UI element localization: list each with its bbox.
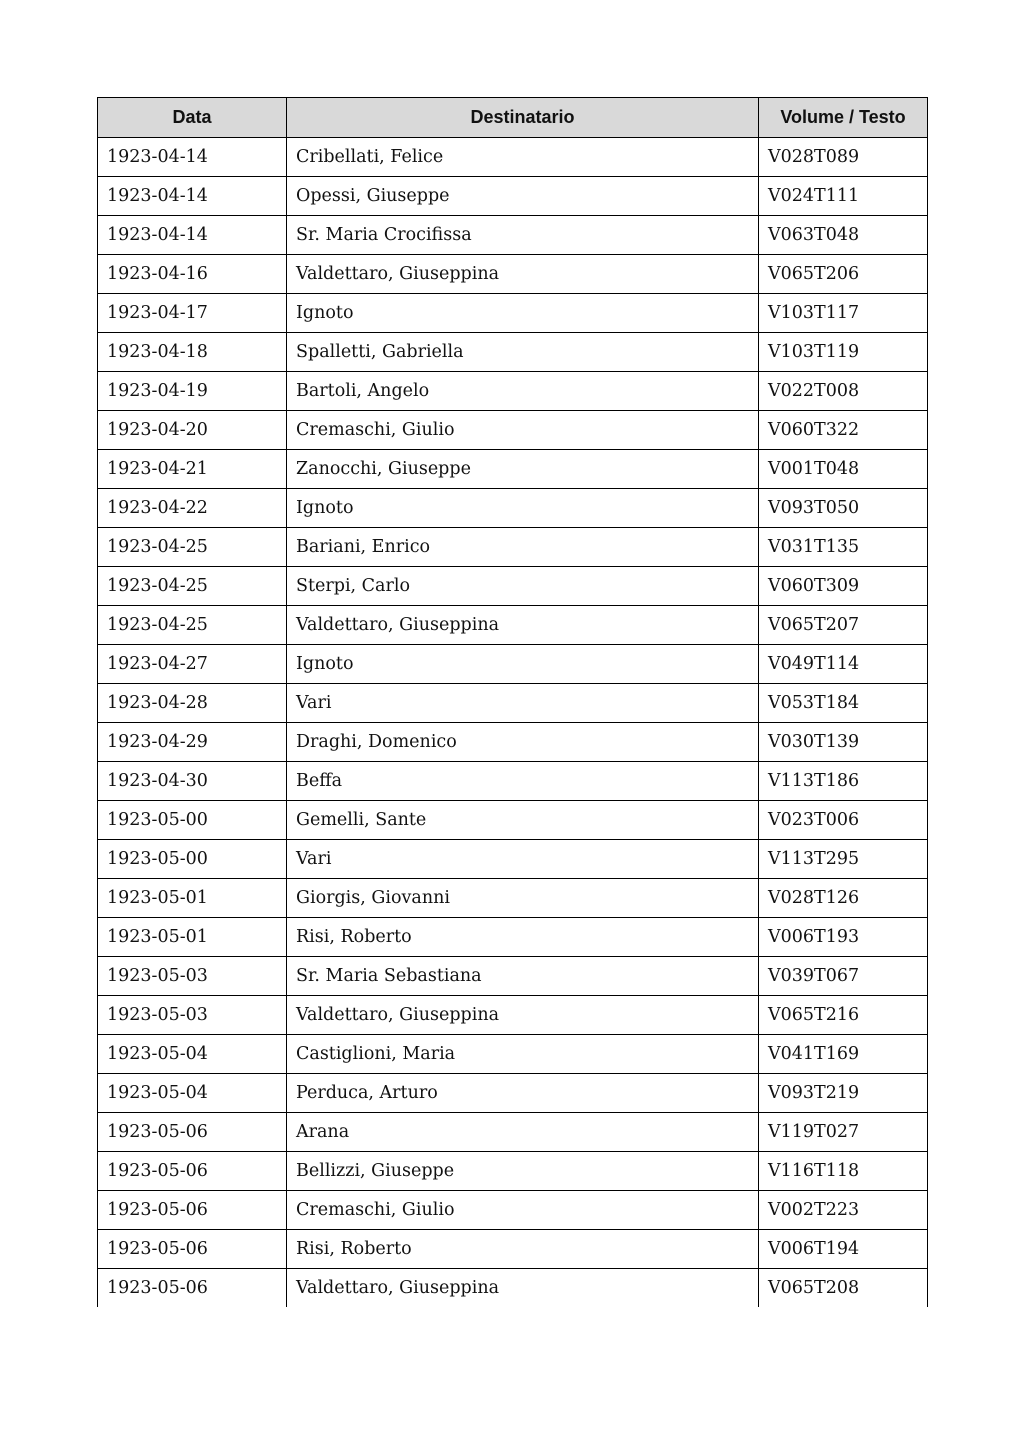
recipient-cell: Sterpi, Carlo (287, 567, 759, 606)
recipient-cell: Giorgis, Giovanni (287, 879, 759, 918)
volume-text-cell: V028T089 (759, 138, 928, 177)
date-cell: 1923-05-03 (98, 957, 287, 996)
recipient-cell: Ignoto (287, 645, 759, 684)
volume-text-cell: V053T184 (759, 684, 928, 723)
volume-text-cell: V028T126 (759, 879, 928, 918)
table-row (98, 840, 928, 879)
volume-text-cell: V022T008 (759, 372, 928, 411)
table-row (98, 1230, 928, 1269)
table-row (98, 450, 928, 489)
volume-text-cell: V049T114 (759, 645, 928, 684)
recipient-cell: Cribellati, Felice (287, 138, 759, 177)
table-row (98, 528, 928, 567)
date-cell: 1923-04-19 (98, 372, 287, 411)
date-cell: 1923-04-14 (98, 138, 287, 177)
recipient-cell: Sr. Maria Crocifissa (287, 216, 759, 255)
recipient-cell: Ignoto (287, 294, 759, 333)
table-row (98, 567, 928, 606)
volume-text-cell: V006T194 (759, 1230, 928, 1269)
table-row (98, 255, 928, 294)
table-row (98, 411, 928, 450)
recipient-cell: Opessi, Giuseppe (287, 177, 759, 216)
volume-text-cell: V065T208 (759, 1269, 928, 1308)
volume-text-cell: V063T048 (759, 216, 928, 255)
date-cell: 1923-05-00 (98, 801, 287, 840)
volume-text-cell: V060T322 (759, 411, 928, 450)
table-row (98, 177, 928, 216)
table-row (98, 645, 928, 684)
header-row (98, 98, 928, 138)
date-cell: 1923-04-27 (98, 645, 287, 684)
date-cell: 1923-05-06 (98, 1230, 287, 1269)
recipient-cell: Draghi, Domenico (287, 723, 759, 762)
column-header-destinatario: Destinatario (287, 98, 759, 138)
table-row (98, 606, 928, 645)
table-row (98, 762, 928, 801)
volume-text-cell: V065T206 (759, 255, 928, 294)
recipient-cell: Castiglioni, Maria (287, 1035, 759, 1074)
table-row (98, 1074, 928, 1113)
volume-text-cell: V113T295 (759, 840, 928, 879)
table-row (98, 333, 928, 372)
volume-text-cell: V041T169 (759, 1035, 928, 1074)
date-cell: 1923-04-25 (98, 606, 287, 645)
volume-text-cell: V060T309 (759, 567, 928, 606)
volume-text-cell: V065T207 (759, 606, 928, 645)
recipient-cell: Risi, Roberto (287, 918, 759, 957)
date-cell: 1923-05-03 (98, 996, 287, 1035)
recipient-cell: Bellizzi, Giuseppe (287, 1152, 759, 1191)
volume-text-cell: V030T139 (759, 723, 928, 762)
recipient-cell: Gemelli, Sante (287, 801, 759, 840)
date-cell: 1923-04-14 (98, 216, 287, 255)
recipient-cell: Valdettaro, Giuseppina (287, 255, 759, 294)
recipient-cell: Spalletti, Gabriella (287, 333, 759, 372)
table-row (98, 801, 928, 840)
column-header-data: Data (98, 98, 287, 138)
table-row (98, 879, 928, 918)
date-cell: 1923-05-06 (98, 1113, 287, 1152)
date-cell: 1923-04-16 (98, 255, 287, 294)
volume-text-cell: V006T193 (759, 918, 928, 957)
recipient-cell: Ignoto (287, 489, 759, 528)
table-row (98, 957, 928, 996)
recipient-cell: Valdettaro, Giuseppina (287, 1269, 759, 1308)
recipient-cell: Arana (287, 1113, 759, 1152)
recipient-cell: Vari (287, 684, 759, 723)
date-cell: 1923-05-01 (98, 879, 287, 918)
recipient-cell: Beffa (287, 762, 759, 801)
volume-text-cell: V024T111 (759, 177, 928, 216)
recipient-cell: Cremaschi, Giulio (287, 1191, 759, 1230)
recipient-cell: Bariani, Enrico (287, 528, 759, 567)
volume-text-cell: V065T216 (759, 996, 928, 1035)
date-cell: 1923-04-22 (98, 489, 287, 528)
volume-text-cell: V023T006 (759, 801, 928, 840)
recipient-cell: Cremaschi, Giulio (287, 411, 759, 450)
volume-text-cell: V103T117 (759, 294, 928, 333)
date-cell: 1923-04-29 (98, 723, 287, 762)
table-row (98, 918, 928, 957)
volume-text-cell: V031T135 (759, 528, 928, 567)
table-row (98, 294, 928, 333)
date-cell: 1923-04-25 (98, 567, 287, 606)
recipient-cell: Sr. Maria Sebastiana (287, 957, 759, 996)
date-cell: 1923-05-06 (98, 1152, 287, 1191)
recipient-cell: Valdettaro, Giuseppina (287, 606, 759, 645)
date-cell: 1923-05-04 (98, 1035, 287, 1074)
volume-text-cell: V116T118 (759, 1152, 928, 1191)
recipient-cell: Valdettaro, Giuseppina (287, 996, 759, 1035)
table-row (98, 723, 928, 762)
table-row (98, 1269, 928, 1308)
date-cell: 1923-05-06 (98, 1191, 287, 1230)
table-row (98, 372, 928, 411)
column-header-volume-testo: Volume / Testo (759, 98, 928, 138)
recipient-cell: Vari (287, 840, 759, 879)
date-cell: 1923-04-28 (98, 684, 287, 723)
date-cell: 1923-04-21 (98, 450, 287, 489)
volume-text-cell: V093T219 (759, 1074, 928, 1113)
volume-text-cell: V113T186 (759, 762, 928, 801)
volume-text-cell: V039T067 (759, 957, 928, 996)
recipient-cell: Risi, Roberto (287, 1230, 759, 1269)
recipient-cell: Zanocchi, Giuseppe (287, 450, 759, 489)
table-row (98, 996, 928, 1035)
volume-text-cell: V119T027 (759, 1113, 928, 1152)
recipient-cell: Perduca, Arturo (287, 1074, 759, 1113)
table-row (98, 489, 928, 528)
volume-text-cell: V002T223 (759, 1191, 928, 1230)
date-cell: 1923-05-01 (98, 918, 287, 957)
table-row (98, 1152, 928, 1191)
date-cell: 1923-04-18 (98, 333, 287, 372)
date-cell: 1923-04-30 (98, 762, 287, 801)
table-row (98, 1035, 928, 1074)
date-cell: 1923-04-25 (98, 528, 287, 567)
table-row (98, 216, 928, 255)
volume-text-cell: V001T048 (759, 450, 928, 489)
volume-text-cell: V103T119 (759, 333, 928, 372)
table-body (98, 138, 928, 1308)
date-cell: 1923-05-06 (98, 1269, 287, 1308)
table-row (98, 1113, 928, 1152)
table-row (98, 684, 928, 723)
volume-text-cell: V093T050 (759, 489, 928, 528)
date-cell: 1923-05-04 (98, 1074, 287, 1113)
date-cell: 1923-04-14 (98, 177, 287, 216)
table-row (98, 138, 928, 177)
date-cell: 1923-05-00 (98, 840, 287, 879)
letters-table (97, 97, 928, 1307)
recipient-cell: Bartoli, Angelo (287, 372, 759, 411)
date-cell: 1923-04-20 (98, 411, 287, 450)
date-cell: 1923-04-17 (98, 294, 287, 333)
table-row (98, 1191, 928, 1230)
table-header (98, 98, 928, 138)
